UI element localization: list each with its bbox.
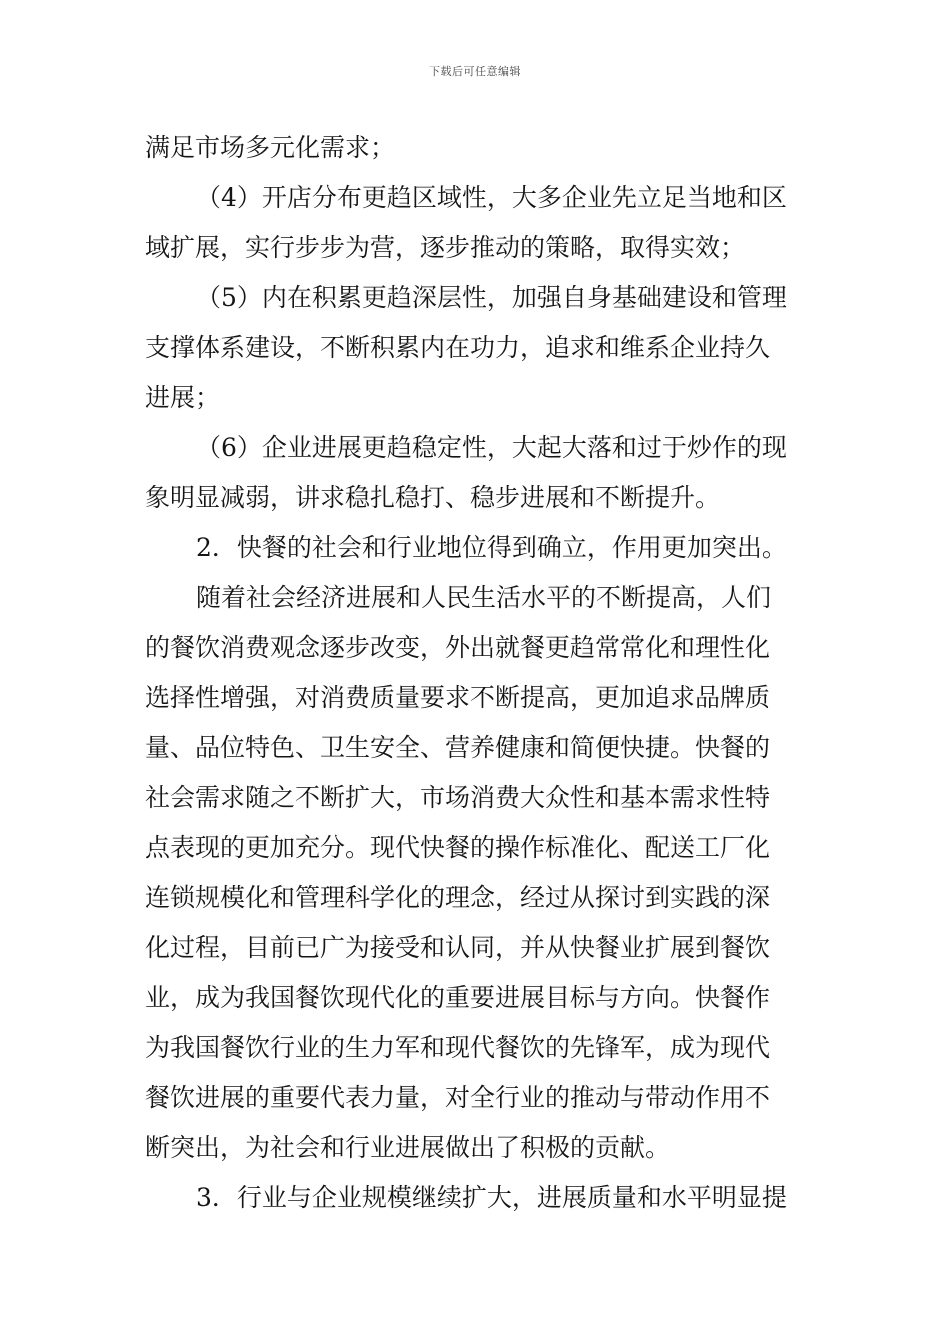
section-heading: 3．行业与企业规模继续扩大，进展质量和水平明显提: [196, 1183, 787, 1212]
text-line: 化过程，目前已广为接受和认同，并从快餐业扩展到餐饮: [145, 933, 771, 962]
text-line: 为我国餐饮行业的生力军和现代餐饮的先锋军，成为现代: [145, 1033, 771, 1062]
text-line: 域扩展，实行步步为营，逐步推动的策略，取得实效；: [145, 233, 746, 262]
text-line: （4）开店分布更趋区域性，大多企业先立足当地和区: [196, 183, 787, 212]
text-line: 社会需求随之不断扩大，市场消费大众性和基本需求性特: [145, 783, 771, 812]
text-line: （6）企业进展更趋稳定性，大起大落和过于炒作的现: [196, 433, 787, 462]
section-heading: 2．快餐的社会和行业地位得到确立，作用更加突出。: [196, 533, 787, 562]
text-line: 连锁规模化和管理科学化的理念，经过从探讨到实践的深: [145, 883, 771, 912]
text-line: 随着社会经济进展和人民生活水平的不断提高，人们: [196, 583, 772, 612]
text-line: 象明显减弱，讲求稳扎稳打、稳步进展和不断提升。: [145, 483, 721, 512]
text-line: 选择性增强，对消费质量要求不断提高，更加追求品牌质: [145, 683, 771, 712]
text-line: 的餐饮消费观念逐步改变，外出就餐更趋常常化和理性化: [145, 633, 771, 662]
text-line: 进展；: [145, 383, 221, 412]
text-line: 断突出，为社会和行业进展做出了积极的贡献。: [145, 1133, 671, 1162]
text-line: 业，成为我国餐饮现代化的重要进展目标与方向。快餐作: [145, 983, 771, 1012]
text-line: （5）内在积累更趋深层性，加强自身基础建设和管理: [196, 283, 787, 312]
text-line: 满足市场多元化需求；: [145, 133, 396, 162]
text-line: 量、品位特色、卫生安全、营养健康和简便快捷。快餐的: [145, 733, 771, 762]
text-line: 餐饮进展的重要代表力量，对全行业的推动与带动作用不: [145, 1083, 771, 1112]
text-line: 支撑体系建设，不断积累内在功力，追求和维系企业持久: [145, 333, 771, 362]
text-line: 点表现的更加充分。现代快餐的操作标准化、配送工厂化: [145, 833, 771, 862]
page-header: 下载后可任意编辑: [429, 65, 521, 78]
